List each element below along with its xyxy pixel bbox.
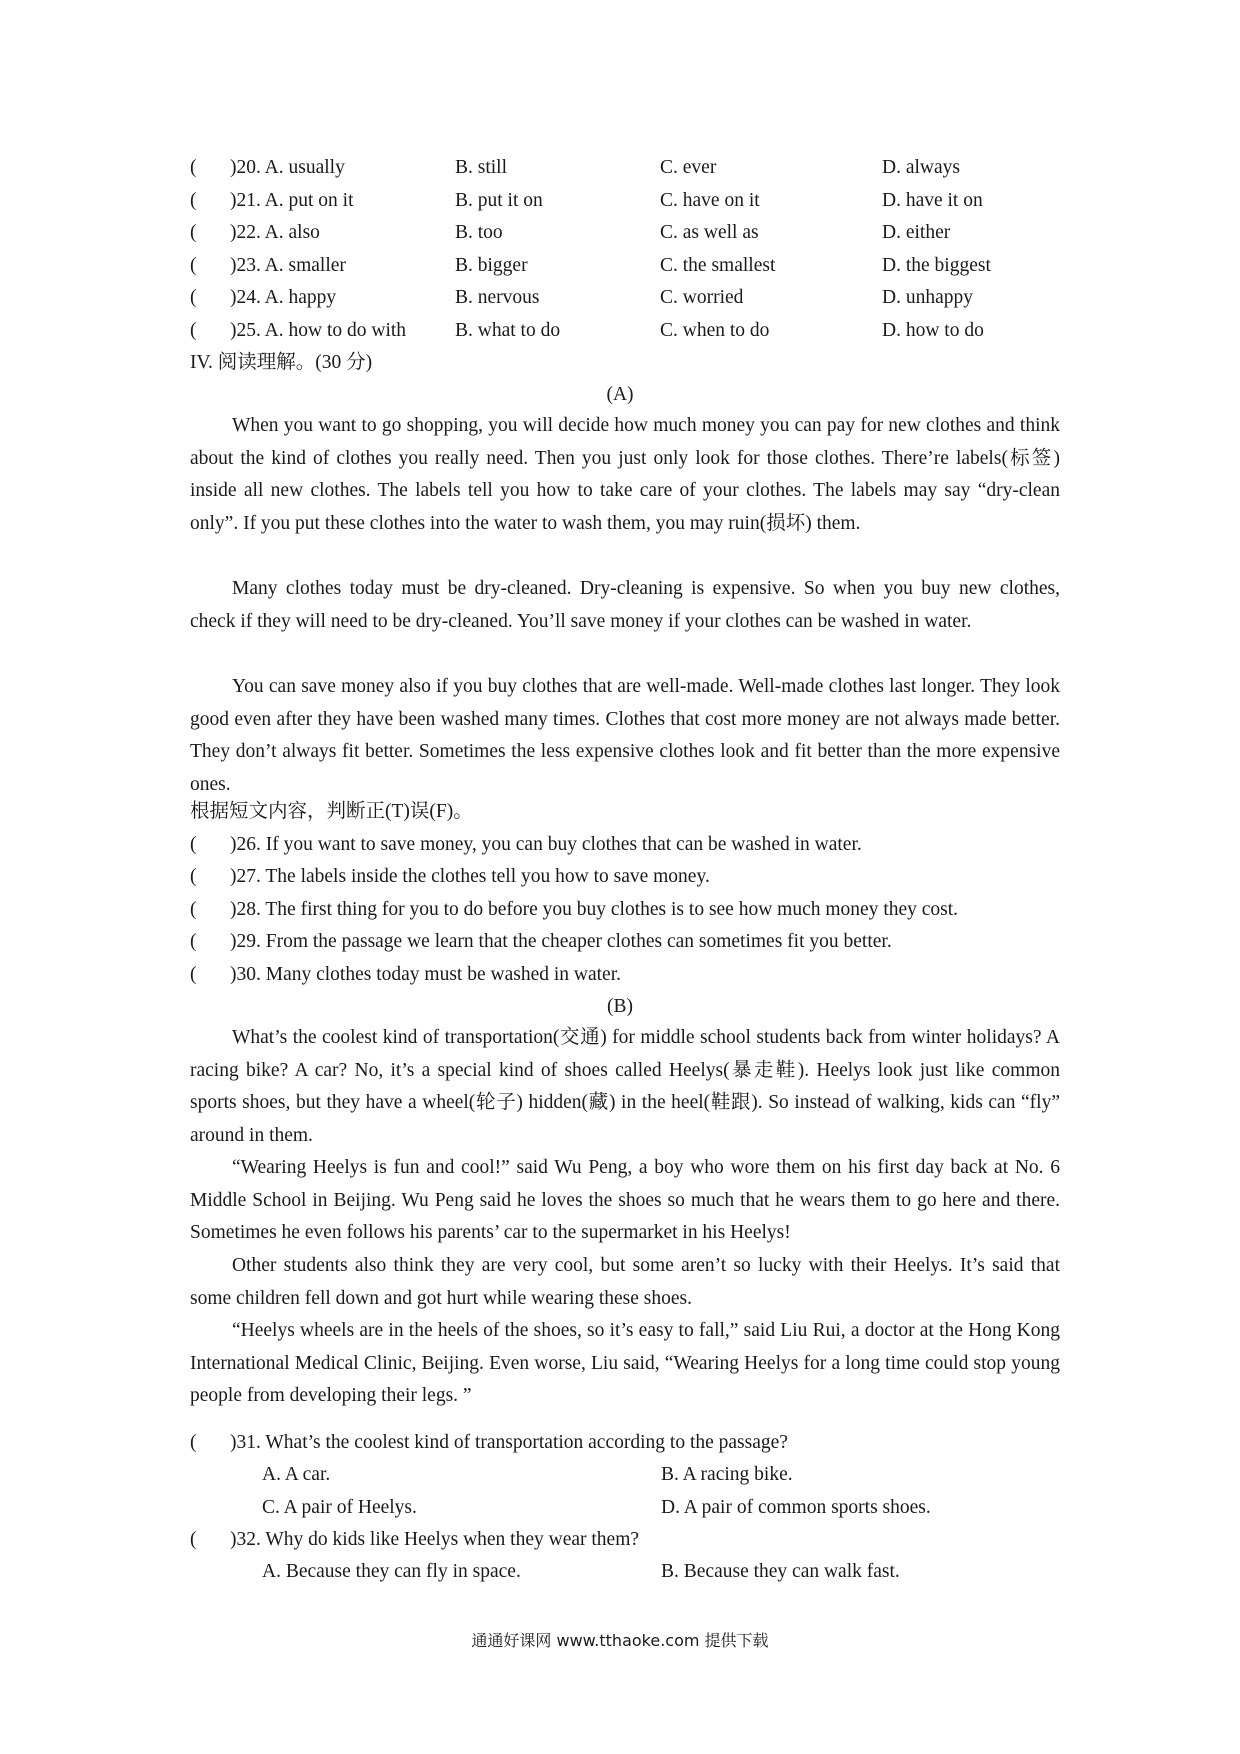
passage-b-paragraph: “Heelys wheels are in the heels of the shoes, so it’s easy to fall,” said Liu Rui, a doctor at the Hong Kong International Medical Clinic, Beijing. Even worse, Liu said, “Wearing Heelys for a long time could stop young people from developing their legs. ”: [190, 1320, 1060, 1407]
option-c: C. have on it: [660, 190, 760, 211]
answer-paren: (: [190, 157, 197, 178]
choice-d: D. A pair of common sports shoes.: [661, 1497, 931, 1518]
footer-watermark: 通通好课网 www.tthaoke.com 提供下载: [471, 1631, 769, 1650]
option-a: )22. A. also: [230, 222, 320, 243]
answer-paren: (: [190, 866, 197, 887]
tf-question: [190, 927, 1060, 957]
answer-paren: (: [190, 1529, 197, 1550]
passage-a-label: (A): [606, 384, 634, 405]
choice-c: C. A pair of Heelys.: [262, 1497, 417, 1518]
passage-b-label: (B): [607, 996, 633, 1017]
section-title: IV. 阅读理解。(30 分): [190, 352, 373, 373]
question-text: )26. If you want to save money, you can buy clothes that can be washed in water.: [230, 834, 862, 855]
option-a: )24. A. happy: [230, 287, 337, 308]
option-d: D. the biggest: [882, 255, 991, 276]
option-d: D. how to do: [882, 320, 984, 341]
answer-paren: (: [190, 931, 197, 952]
option-b: B. too: [455, 222, 503, 243]
option-d: D. have it on: [882, 190, 983, 211]
instruction: 根据短文内容，判断正(T)误(F)。: [190, 801, 473, 822]
passage-a-paragraph: Many clothes today must be dry-cleaned. Dry-cleaning is expensive. So when you buy new clothes, check if they will need to be dry-cleaned. You’ll save money if your clothes can be washed in water.: [190, 578, 1060, 632]
option-a: )25. A. how to do with: [230, 320, 407, 341]
answer-paren: (: [190, 1432, 197, 1453]
mc-question: [190, 1428, 1060, 1458]
tf-question: [190, 830, 1060, 860]
answer-paren: (: [190, 287, 197, 308]
question-text: )29. From the passage we learn that the cheaper clothes can sometimes fit you better.: [230, 931, 892, 952]
tf-question: [190, 895, 1060, 925]
option-row: [190, 316, 1060, 346]
question-stem: )31. What’s the coolest kind of transportation according to the passage?: [230, 1432, 788, 1453]
choice-b: B. A racing bike.: [661, 1464, 793, 1485]
tf-question: [190, 960, 1060, 990]
passage-b-paragraph: Other students also think they are very cool, but some aren’t so lucky with their Heelys. It’s said that some children fell down and got hurt while wearing these shoes.: [190, 1255, 1060, 1309]
passage-b-paragraph: What’s the coolest kind of transportation(交通) for middle school students back from winter holidays? A racing bike? A car? No, it’s a special kind of shoes called Heelys(暴走鞋). Heelys look just like common sports shoes, but they have a wheel(轮子) hidden(藏) in the heel(鞋跟). So instead of walking, kids can “fly” around in them.: [190, 1027, 1060, 1146]
option-row: [190, 283, 1060, 313]
option-c: C. ever: [660, 157, 717, 178]
option-d: D. unhappy: [882, 287, 973, 308]
option-row: [190, 218, 1060, 248]
option-row: [190, 186, 1060, 216]
option-a: )23. A. smaller: [230, 255, 346, 276]
answer-paren: (: [190, 899, 197, 920]
option-row: [190, 251, 1060, 281]
option-a: )20. A. usually: [230, 157, 345, 178]
passage-a-paragraph: You can save money also if you buy clothes that are well-made. Well-made clothes last longer. They look good even after they have been washed many times. Clothes that cost more money are not always made better. They don’t always fit better. Sometimes the less expensive clothes look and fit better than the more expensive ones.: [190, 676, 1060, 795]
option-row: [190, 153, 1060, 183]
choice-b: B. Because they can walk fast.: [661, 1561, 900, 1582]
mc-question: [190, 1525, 1060, 1555]
question-text: )28. The first thing for you to do before you buy clothes is to see how much money they cost.: [230, 899, 959, 920]
answer-paren: (: [190, 190, 197, 211]
option-b: B. still: [455, 157, 508, 178]
question-stem: )32. Why do kids like Heelys when they wear them?: [230, 1529, 640, 1550]
option-c: C. when to do: [660, 320, 770, 341]
answer-paren: (: [190, 964, 197, 985]
option-b: B. nervous: [455, 287, 540, 308]
option-d: D. either: [882, 222, 951, 243]
answer-paren: (: [190, 320, 197, 341]
option-c: C. as well as: [660, 222, 759, 243]
question-text: )27. The labels inside the clothes tell you how to save money.: [230, 866, 710, 887]
tf-question: [190, 862, 1060, 892]
option-c: C. the smallest: [660, 255, 776, 276]
choice-a: A. A car.: [262, 1464, 331, 1485]
option-c: C. worried: [660, 287, 744, 308]
option-b: B. bigger: [455, 255, 528, 276]
passage-b-paragraph: “Wearing Heelys is fun and cool!” said Wu Peng, a boy who wore them on his first day back at No. 6 Middle School in Beijing. Wu Peng said he loves the shoes so much that he wears them to go here and there. Sometimes he even follows his parents’ car to the supermarket in his Heelys!: [190, 1157, 1060, 1244]
option-a: )21. A. put on it: [230, 190, 354, 211]
answer-paren: (: [190, 834, 197, 855]
option-d: D. always: [882, 157, 960, 178]
option-b: B. what to do: [455, 320, 561, 341]
passage-a-paragraph: When you want to go shopping, you will decide how much money you can pay for new clothes and think about the kind of clothes you really need. Then you just only look for those clothes. There’re labels(标签) inside all new clothes. The labels tell you how to take care of your clothes. The labels may say “dry-clean only”. If you put these clothes into the water to wash them, you may ruin(损坏) them.: [190, 415, 1060, 534]
choice-a: A. Because they can fly in space.: [262, 1561, 521, 1582]
option-b: B. put it on: [455, 190, 543, 211]
question-text: )30. Many clothes today must be washed in water.: [230, 964, 621, 985]
answer-paren: (: [190, 222, 197, 243]
answer-paren: (: [190, 255, 197, 276]
